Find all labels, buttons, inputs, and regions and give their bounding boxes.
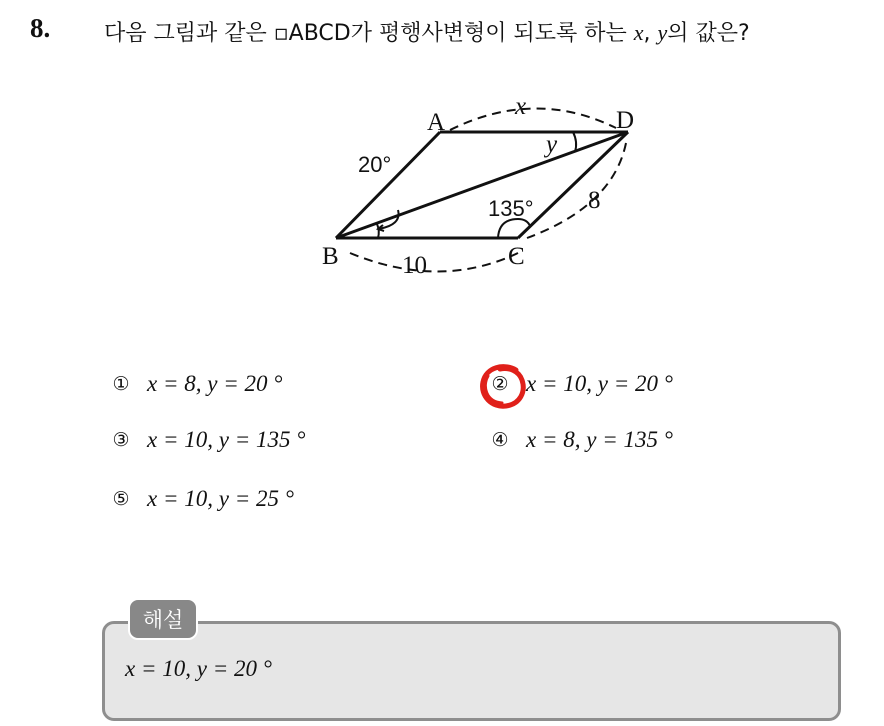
- vertex-c: C: [508, 243, 525, 270]
- angle-arc-dbc: [377, 224, 379, 238]
- choice-1[interactable]: [109, 371, 282, 397]
- choice-3-mark: ③: [112, 429, 130, 451]
- side-label-x: x: [515, 93, 527, 120]
- vertex-d: D: [616, 107, 635, 134]
- choice-3[interactable]: [109, 427, 305, 453]
- vertex-a: A: [427, 109, 446, 136]
- side-label-10: 10: [402, 252, 427, 279]
- choice-2-mark: ②: [491, 373, 509, 395]
- choice-3-text: x = 10, y = 135 °: [147, 427, 306, 452]
- angle-arc-bcd: [498, 219, 530, 238]
- question-number: 8.: [30, 13, 51, 43]
- arc-ad: [450, 108, 616, 130]
- answer-circle-mark: [476, 362, 532, 414]
- diagonal-bd: [336, 132, 628, 238]
- angle-label-20: 20°: [358, 152, 392, 177]
- angle-arc-adb: [573, 132, 576, 152]
- choice-1-mark: ①: [112, 373, 130, 395]
- solution-tab: 해설: [128, 598, 198, 640]
- side-label-8: 8: [588, 187, 601, 214]
- choice-4[interactable]: [488, 427, 673, 453]
- side-cd: [518, 132, 628, 238]
- choice-5-mark: ⑤: [112, 488, 130, 510]
- choice-1-text: x = 8, y = 20 °: [147, 371, 283, 396]
- solution-text: x = 10, y = 20 °: [125, 656, 272, 681]
- arc-bc: [350, 253, 518, 272]
- angle-label-y: y: [546, 131, 558, 158]
- vertex-b: B: [322, 243, 339, 270]
- question-text-before: 다음 그림과 같은 ▫ABCD가 평행사변형이 되도록 하는: [104, 21, 634, 46]
- question-comma: ,: [643, 21, 658, 46]
- choice-5[interactable]: [109, 486, 294, 512]
- arc-cd: [527, 143, 626, 238]
- side-ab: [336, 132, 440, 238]
- variable-y: y: [657, 20, 668, 45]
- parallelogram-figure: [300, 88, 660, 288]
- question-text-after: 의 값은?: [667, 21, 750, 46]
- variable-x: x: [633, 20, 644, 45]
- angle-label-135: 135°: [488, 196, 534, 221]
- choice-4-text: x = 8, y = 135 °: [526, 427, 673, 452]
- choice-5-text: x = 10, y = 25 °: [147, 486, 294, 511]
- choice-4-mark: ④: [491, 429, 509, 451]
- question-text: [104, 16, 750, 47]
- choice-2-text: x = 10, y = 20 °: [526, 371, 673, 396]
